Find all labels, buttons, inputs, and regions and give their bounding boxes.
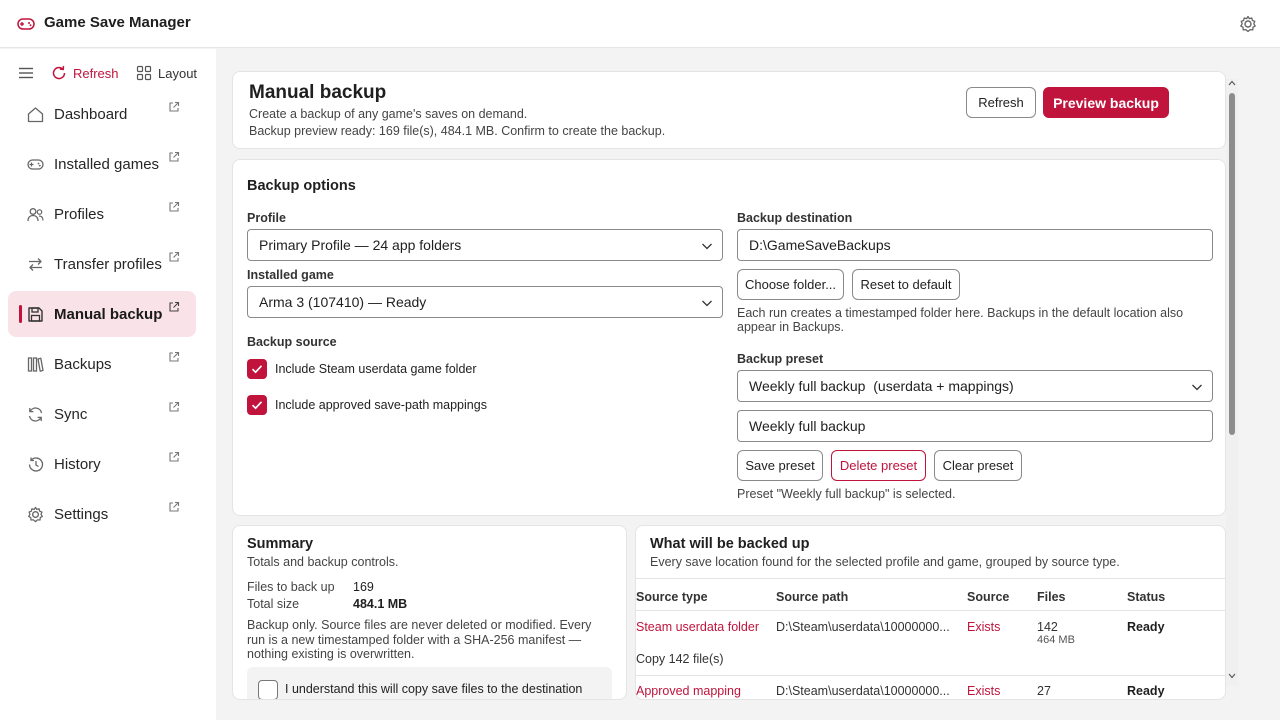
source-path-cell: D:\Steam\userdata\10000000... [776, 684, 950, 698]
row-action-note: Copy 142 file(s) [636, 652, 724, 666]
source-type-cell[interactable]: Steam userdata folder [636, 620, 759, 634]
files-value: 169 [353, 580, 374, 594]
page-title: Manual backup [249, 82, 387, 103]
chevron-down-icon [701, 297, 713, 309]
sidebar-item-label: Manual backup [54, 306, 163, 323]
external-link-icon [168, 501, 180, 513]
confirm-label: I understand this will copy save files to the destination [285, 682, 583, 696]
column-header: Files [1037, 590, 1066, 604]
include-mappings-checkbox[interactable] [247, 395, 267, 415]
preset-status-text: Preset "Weekly full backup" is selected. [737, 487, 956, 501]
sidebar [0, 49, 216, 720]
title-bar [0, 0, 1280, 48]
history-icon [26, 455, 45, 474]
toolbar-refresh-button[interactable] [50, 63, 119, 83]
files-label: Files to back up [247, 580, 335, 594]
preview-backup-button[interactable]: Preview backup [1043, 87, 1169, 118]
page-subtitle: Create a backup of any game's saves on demand. [249, 107, 528, 121]
destination-label: Backup destination [737, 211, 853, 225]
refresh-button[interactable]: Refresh [966, 87, 1036, 118]
preset-select[interactable] [737, 370, 1213, 402]
destination-field-value: D:\GameSaveBackups [749, 237, 891, 253]
column-header: Source [967, 590, 1010, 604]
status-cell: Ready [1127, 620, 1165, 634]
sidebar-item-manual-backup[interactable] [8, 291, 196, 337]
profile-select[interactable] [247, 229, 723, 261]
toolbar-layout-label: Layout [158, 65, 198, 81]
clear-preset-button[interactable]: Clear preset [934, 450, 1022, 481]
source-exists-cell: Exists [967, 620, 1001, 634]
sync-icon [26, 405, 45, 424]
delete-preset-button[interactable]: Delete preset [831, 450, 926, 481]
destination-help-text: Each run creates a timestamped folder here. Backups in the default location also appear in Backups. [737, 306, 1184, 334]
scroll-down-icon[interactable] [1228, 673, 1236, 679]
sidebar-item-label: Settings [54, 506, 109, 523]
sidebar-item-dashboard[interactable] [8, 91, 196, 137]
source-type-cell[interactable]: Approved mapping [636, 684, 741, 698]
sidebar-item-history[interactable] [8, 441, 196, 487]
sidebar-item-backups[interactable] [8, 341, 196, 387]
reset-default-button[interactable]: Reset to default [852, 269, 960, 300]
sidebar-item-label: Installed games [54, 156, 160, 173]
sidebar-item-label: Profiles [54, 206, 105, 223]
menu-icon[interactable] [16, 63, 36, 83]
toolbar-refresh-label: Refresh [73, 65, 119, 81]
preset-select-value: Weekly full backup (userdata + mappings) [749, 378, 1014, 394]
preset-name-input[interactable] [737, 410, 1213, 442]
save-icon [26, 305, 45, 324]
save-preset-button[interactable]: Save preset [737, 450, 823, 481]
game-label: Installed game [247, 268, 334, 282]
divider [636, 578, 1226, 579]
external-link-icon [168, 101, 180, 113]
gamepad-icon [26, 155, 45, 174]
sidebar-item-label: Backups [54, 356, 112, 373]
chevron-down-icon [701, 240, 713, 252]
status-cell: Ready [1127, 684, 1165, 698]
toolbar-layout-button[interactable] [136, 63, 197, 83]
installed-game-select-value: Arma 3 (107410) — Ready [259, 294, 427, 310]
home-icon [26, 105, 45, 124]
column-header: Source type [636, 590, 708, 604]
page-header-card [232, 71, 1226, 149]
summary-title: Summary [247, 536, 314, 552]
sidebar-item-label: Transfer profiles [54, 256, 162, 273]
external-link-icon [168, 301, 180, 313]
files-size-cell: 464 MB [1037, 634, 1075, 646]
sidebar-item-label: Dashboard [54, 106, 128, 123]
external-link-icon [168, 201, 180, 213]
external-link-icon [168, 451, 180, 463]
include-mappings-label: Include approved save-path mappings [275, 398, 487, 412]
refresh-icon [50, 64, 68, 82]
app-title: Game Save Manager [44, 14, 191, 31]
preset-name-value: Weekly full backup [749, 418, 866, 434]
preview-card [635, 525, 1226, 700]
preview-title: What will be backed up [650, 536, 810, 552]
scrollbar-thumb[interactable] [1229, 93, 1235, 435]
gear-icon [26, 505, 45, 524]
sidebar-item-profiles[interactable] [8, 191, 196, 237]
files-count-cell: 27 [1037, 684, 1051, 698]
library-icon [26, 355, 45, 374]
profile-label: Profile [247, 211, 286, 225]
include-userdata-checkbox[interactable] [247, 359, 267, 379]
layout-icon [136, 65, 152, 81]
external-link-icon [168, 251, 180, 263]
size-value: 484.1 MB [353, 597, 408, 611]
external-link-icon [168, 151, 180, 163]
destination-field[interactable] [737, 229, 1213, 261]
section-title: Backup options [247, 178, 356, 194]
preset-label: Backup preset [737, 352, 824, 366]
column-header: Source path [776, 590, 849, 604]
sidebar-item-label: Sync [54, 406, 88, 423]
summary-subtitle: Totals and backup controls. [247, 555, 399, 569]
backup-source-label: Backup source [247, 335, 337, 349]
gear-icon[interactable] [1238, 14, 1258, 34]
summary-card [232, 525, 627, 700]
main-scrollbar[interactable] [1226, 79, 1238, 686]
files-count-cell: 142 [1037, 620, 1058, 634]
size-label: Total size [247, 597, 300, 611]
installed-game-select[interactable] [247, 286, 723, 318]
sidebar-item-installed-games[interactable] [8, 141, 196, 187]
backup-options-card [232, 159, 1226, 516]
people-icon [26, 205, 45, 224]
confirm-checkbox[interactable] [258, 680, 278, 700]
preview-status-text: Backup preview ready: 169 file(s), 484.1 MB. Confirm to create the backup. [249, 124, 666, 138]
preview-subtitle: Every save location found for the selected profile and game, grouped by source type. [650, 555, 1120, 569]
sidebar-item-sync[interactable] [8, 391, 196, 437]
active-indicator [19, 305, 22, 323]
profile-select-value: Primary Profile — 24 app folders [259, 237, 462, 253]
divider [636, 610, 1226, 611]
sidebar-item-settings[interactable] [8, 491, 196, 537]
scroll-up-icon[interactable] [1228, 80, 1236, 86]
column-header: Status [1127, 590, 1166, 604]
chevron-down-icon [1191, 381, 1203, 393]
sidebar-item-label: History [54, 456, 101, 473]
source-path-cell: D:\Steam\userdata\10000000... [776, 620, 950, 634]
gamepad-icon [16, 14, 36, 34]
include-userdata-label: Include Steam userdata game folder [275, 362, 477, 376]
sidebar-item-transfer-profiles[interactable] [8, 241, 196, 287]
source-exists-cell: Exists [967, 684, 1001, 698]
external-link-icon [168, 401, 180, 413]
divider [636, 675, 1226, 676]
transfer-icon [26, 255, 45, 274]
external-link-icon [168, 351, 180, 363]
backup-safety-note: Backup only. Source files are never deleted or modified. Every run is a new timestamped folder with a SHA-256 manifest — nothing existing is overwritten. [247, 618, 592, 661]
confirm-row [247, 667, 612, 700]
choose-folder-button[interactable]: Choose folder... [737, 269, 844, 300]
